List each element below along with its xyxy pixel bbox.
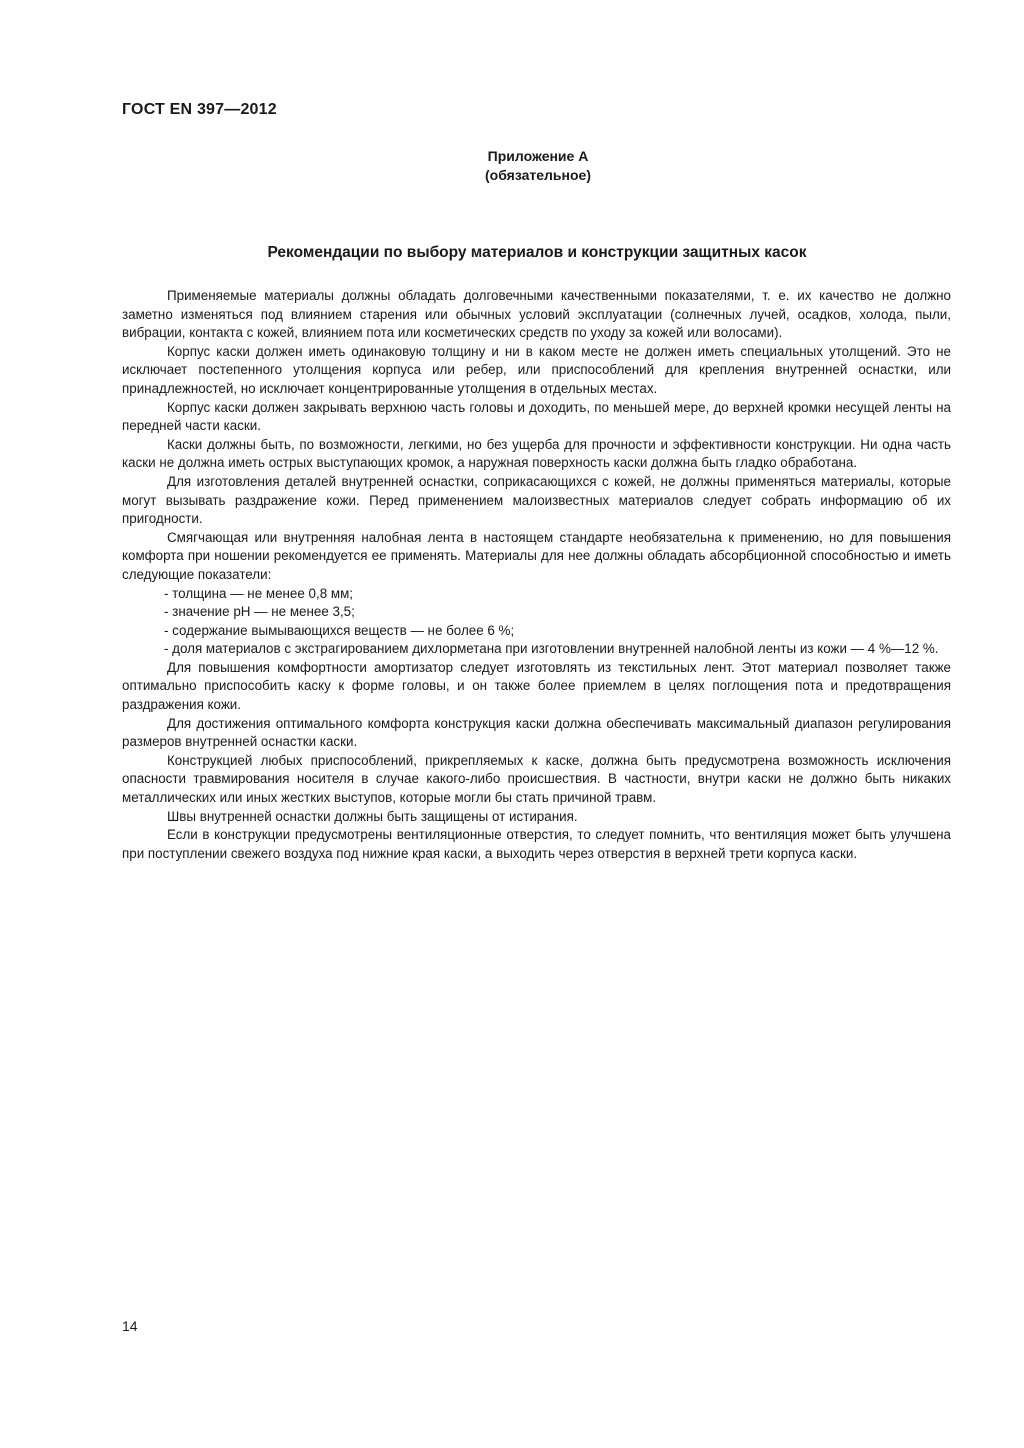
annex-heading xyxy=(0,147,1024,185)
paragraph: Для достижения оптимального комфорта конструкция каски должна обеспечивать максимальный диапазон регулирования размеров внутренней оснастки каски. xyxy=(122,715,951,750)
standard-header: ГОСТ EN 397—2012 xyxy=(122,101,277,118)
paragraph: Для повышения комфортности амортизатор следует изготовлять из текстильных лент. Этот материал позволяет также оптимально приспособить каску к форме головы, и он также более приемлем в целях поглощения пота и предотвращения раздражения кожи. xyxy=(122,659,951,713)
annex-name: Приложение А xyxy=(487,148,589,164)
page-number: 14 xyxy=(122,1318,138,1334)
list-item: - содержание вымывающихся веществ — не более 6 %; xyxy=(164,622,515,638)
paragraph: Для изготовления деталей внутренней оснастки, соприкасающихся с кожей, не должны применяться материалы, которые могут вызывать раздражение кожи. Перед применением малоизвестных материалов следует собрать информацию об их пригодности. xyxy=(122,473,951,527)
paragraph: Швы внутренней оснастки должны быть защищены от истирания. xyxy=(167,808,578,824)
paragraph: Применяемые материалы должны обладать долговечными качественными показателями, т. е. их качество не должно заметно изменяться под влиянием старения или обычных условий эксплуатации (солнечных лучей, осадков, холода, пыли, вибрации, контакта с кожей, влиянием пота или косметических средств по уходу за кожей или волосами). xyxy=(122,288,951,341)
annex-status: (обязательное) xyxy=(484,167,591,183)
paragraph: Смягчающая или внутренняя налобная лента в настоящем стандарте необязательна к применению, но для повышения комфорта при ношении рекомендуется ее применять. Материалы для нее должны обладать абсорбционной способностью и иметь следующие показатели: xyxy=(122,529,951,582)
list-item: - толщина — не менее 0,8 мм; xyxy=(164,585,353,601)
section-title: Рекомендации по выбору материалов и конструкции защитных касок xyxy=(267,244,807,261)
paragraph: Корпус каски должен иметь одинаковую толщину и ни в каком месте не должен иметь специальных утолщений. Это не исключает постепенного утолщения корпуса или ребер, или приспособлений для крепления внутренней оснастки, или принадлежностей, но исключает концентрированные утолщения в отдельных местах. xyxy=(122,343,951,396)
paragraph: Если в конструкции предусмотрены вентиляционные отверстия, то следует помнить, что вентиляция может быть улучшена при поступлении свежего воздуха под нижние края каски, а выходить через отверстия в верхней трети корпуса каски. xyxy=(122,827,951,861)
body-text xyxy=(122,287,951,863)
paragraph: Корпус каски должен закрывать верхнюю часть головы и доходить, по меньшей мере, до верхней кромки несущей ленты на передней части каски. xyxy=(122,399,951,434)
paragraph: Конструкцией любых приспособлений, прикрепляемых к каске, должна быть предусмотрена возможность исключения опасности травмирования носителя в случае какого-либо происшествия. В частности, внутри каски не должно быть никаких металлических или иных жестких выступов, которые могли бы стать причиной травм. xyxy=(122,752,951,806)
list-item: - значение pH — не менее 3,5; xyxy=(164,604,355,620)
list-item: - доля материалов с экстрагированием дихлорметана при изготовлении внутренней налобной ленты из кожи — 4 %—12 %. xyxy=(164,641,939,657)
paragraph: Каски должны быть, по возможности, легкими, но без ущерба для прочности и эффективности конструкции. Ни одна часть каски не должна иметь острых выступающих кромок, а наружная поверхность каски должна быть гладко обработана. xyxy=(122,436,951,471)
